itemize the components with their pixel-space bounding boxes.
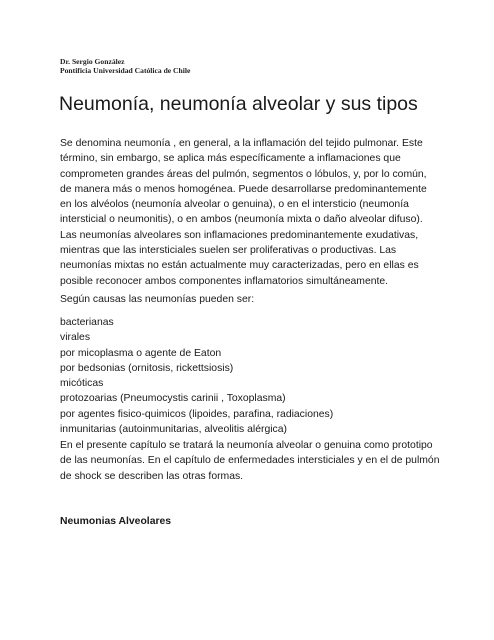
closing-paragraph (60, 438, 440, 484)
paragraph-line: en los alvéolos (neumonía alveolar o genuina), o en el intersticio (neumonía (60, 199, 409, 211)
paragraph-line: neumonías mixtas no están actualmente muy caracterizadas, pero en ellas es (60, 260, 419, 272)
list-item: virales (60, 332, 91, 344)
paragraph-line: intersticial o neumonitis), o en ambos (neumonía mixta o daño alveolar difuso). (60, 214, 423, 226)
causes-intro-text: Según causas las neumonías pueden ser: (60, 294, 255, 305)
causes-list (60, 315, 440, 437)
list-item: protozoarias (Pneumocystis carinii , Toxoplasma) (60, 393, 286, 405)
paragraph-line: de shock se describen las otras formas. (60, 470, 244, 482)
list-item: inmunitarias (autoinmunitarias, alveolitis alérgica) (60, 424, 287, 436)
paragraph-line: término, sin embargo, se aplica más específicamente a inflamaciones que (60, 153, 401, 165)
institution-name: Pontificia Universidad Católica de Chile (60, 66, 191, 75)
paragraph-line: de las neumonías. En el capítulo de enfermedades intersticiales y en el de pulmón (60, 455, 440, 467)
list-item: por micoplasma o agente de Eaton (60, 347, 222, 359)
paragraph-line: Las neumonías alveolares son inflamaciones predominantemente exudativas, (60, 229, 419, 241)
paragraph-line: mientras que las intersticiales suelen ser proliferativas o productivas. Las (60, 245, 397, 257)
list-item: bacterianas (60, 317, 114, 328)
paragraph-line: comprometen grandes áreas del pulmón, segmentos o lóbulos, y, por lo común, (60, 168, 427, 180)
list-item: micóticas (60, 378, 104, 390)
list-item: por agentes fisico-quimicos (lipoides, parafina, radiaciones) (60, 408, 334, 420)
paragraph-line: de manera más o menos homogénea. Puede desarrollarse predominantemente (60, 183, 427, 195)
section-heading: Neumonias Alveolares (60, 516, 172, 527)
paragraph-line: posible reconocer ambos componentes inflamatorios simultáneamente. (60, 275, 389, 287)
paragraph-line: En el presente capítulo se tratará la neumonía alveolar o genuina como prototipo (60, 440, 433, 451)
causes-intro (60, 292, 440, 307)
page-title: Neumonía, neumonía alveolar y sus tipos (59, 93, 418, 115)
paragraph-line: Se denomina neumonía , en general, a la inflamación del tejido pulmonar. Este (60, 138, 423, 149)
author-name: Dr. Sergio González (60, 57, 125, 66)
list-item: por bedsonias (ornitosis, rickettsiosis) (60, 362, 234, 374)
intro-paragraph (60, 136, 440, 289)
document-header (60, 57, 190, 75)
